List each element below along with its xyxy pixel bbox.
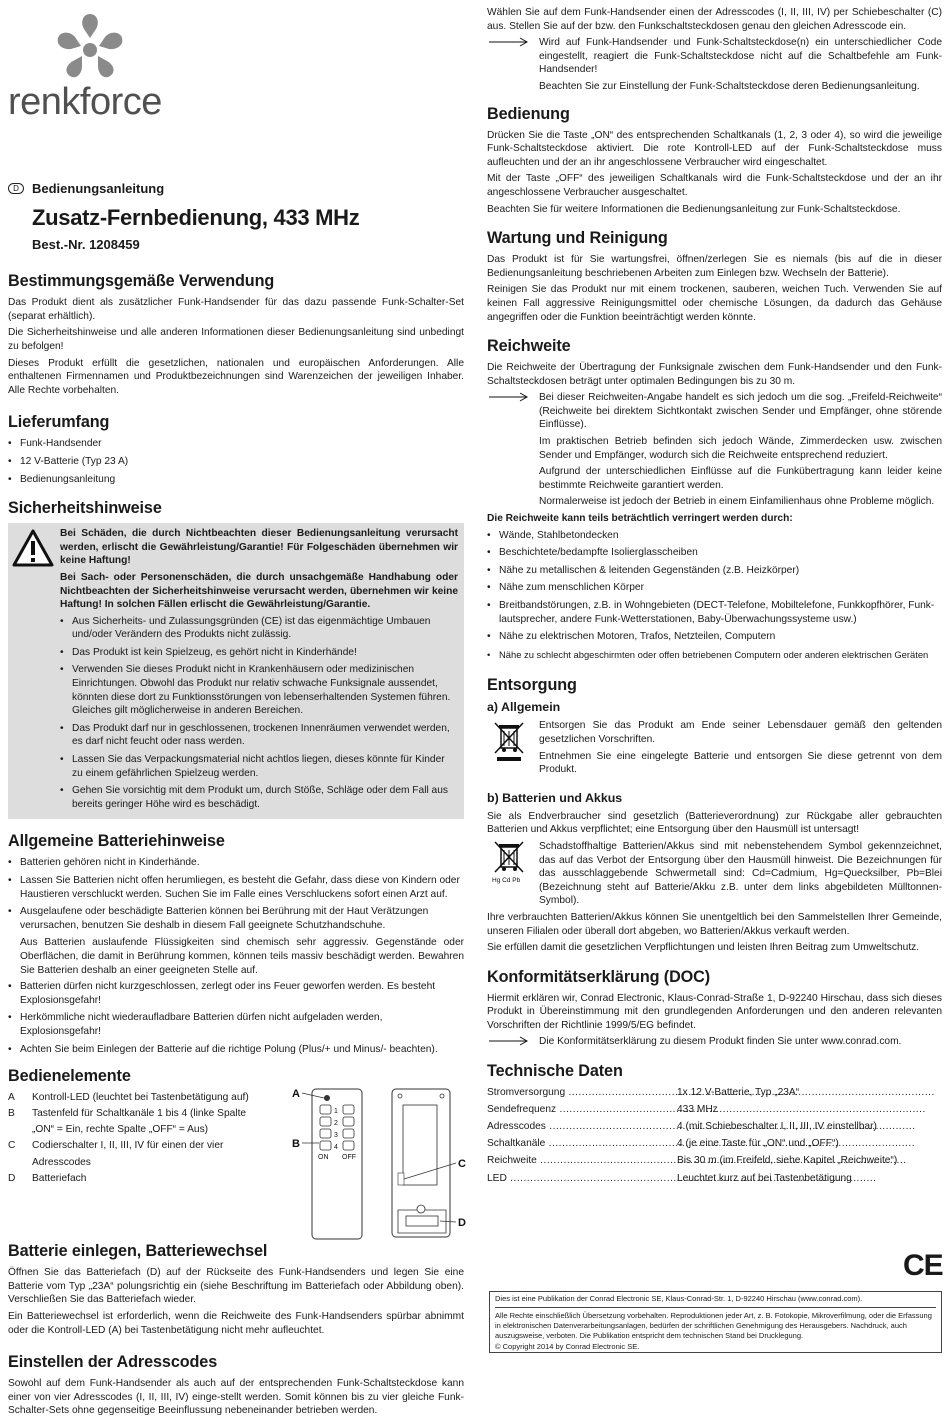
controls-section: [8, 1088, 466, 1241]
callout-d: D: [458, 1217, 466, 1230]
list-item: • Herkömmliche nicht wiederaufladbare Batterien dürfen nicht aufgeladen werden, Explosionsgefahr!: [8, 1011, 464, 1038]
note-block: [487, 36, 942, 93]
list-item: • Aus Sicherheits- und Zulassungsgründen (CE) ist das eigenmächtige Umbauen und/oder Verändern des Produkts nicht zulässig.: [60, 615, 458, 642]
range-note-4: Normalerweise ist jedoch der Betrieb in einem Einfamilienhaus ohne Probleme möglich.: [539, 496, 935, 508]
list-item: • Beschichtete/bedampfte Isolierglasscheiben: [487, 546, 942, 560]
legend-row: D Batteriefach: [8, 1172, 87, 1184]
legend-row: B Tastenfeld für Schaltkanäle 1 bis 4 (linke Spalte: [8, 1108, 247, 1120]
disposal-batteries-heading: b) Batterien und Akkus: [487, 790, 623, 805]
remote-diagram: [290, 1085, 470, 1245]
key-label-2: 2: [334, 1120, 338, 1128]
disposal-batteries-p1: Sie als Endverbraucher sind gesetzlich (Batterieverordnung) zur Rückgabe aller gebrauchten Batterien und Akkus verpflichtet; eine Entsorgung über den Hausmüll ist untersagt!: [487, 810, 942, 836]
maintenance-p1: Das Produkt ist für Sie wartungsfrei, öffnen/zerlegen Sie es niemals (bis auf die in dieser Bedienungsanleitung beschriebenen Arbeiten zum Einlegen bzw. Wechseln der Batterie).: [487, 254, 942, 279]
key-label-3: 3: [334, 1132, 338, 1140]
disposal-general-p1: Entsorgen Sie das Produkt am Ende seiner Lebensdauer gemäß den geltenden gesetzlichen Vorschriften.: [539, 720, 942, 745]
list-item: • Funk-Handsender: [8, 437, 464, 451]
list-item: • Nähe zum menschlichen Körper: [487, 581, 942, 595]
legend-row: A Kontroll-LED (leuchtet bei Tastenbetätigung auf): [8, 1092, 249, 1104]
callout-a: A: [292, 1088, 300, 1101]
intended-use-p3: Dieses Produkt erfüllt die gesetzlichen, nationalen und europäischen Anforderungen. Alle enthaltenen Firmennamen und Produktbezeichnungen sind Warenzeichen der jeweiligen Inhaber. Alle Rechte vorbehalten.: [8, 357, 464, 396]
list-item: • Lassen Sie Batterien nicht offen herumliegen, es besteht die Gefahr, dass diese von Kindern oder Haustieren verschluckt werden. Suchen Sie im Falle eines Verschluckens sofort einen Arzt auf.: [8, 874, 464, 901]
operation-p3: Beachten Sie für weitere Informationen die Bedienungsanleitung zur Funk-Schaltsteckdose.: [487, 203, 901, 215]
battery-insert-p2: Ein Batteriewechsel ist erforderlich, wenn die Reichweite des Funk-Handsenders spürbar abnimmt oder die Kontroll-LED (A) bei Tastenbetätigung nicht mehr aufleuchtet.: [8, 1310, 464, 1336]
list-item: • Bedienungsanleitung: [8, 473, 464, 487]
imprint-box: [489, 1291, 942, 1353]
legend-row: C Codierschalter I, II, III, IV für einen der vier: [8, 1140, 224, 1152]
battery-note: Aus Batterien auslaufende Flüssigkeiten sind chemisch sehr aggressiv. Gegenstände oder Oberflächen, die damit in Berührung kommen, können teils massiv beschädigt werden. Bewahren Sie Batterien deshalb an einer geeigneten Stelle auf.: [20, 937, 464, 976]
address-codes-p1: Sowohl auf dem Funk-Handsender als auch auf der entsprechenden Funk-Schaltsteckdose kann einer von vier Adresscodes (I, II, III, IV) einge-stellt werden. Somit können bis zu vier gleiche Funk-Schalter-Sets ohne gegenseitige Beeinflussung nebeneinander betrieben werden.: [8, 1378, 464, 1417]
order-number: Best.-Nr. 1208459: [32, 236, 140, 252]
brand-name: renkforce: [8, 81, 162, 123]
list-item: • Das Produkt darf nur in geschlossenen, trockenen Innenräumen verwendet werden, es darf nicht feucht oder nass werden.: [60, 722, 458, 749]
disposal-batteries-p2: Schadstoffhaltige Batterien/Akkus sind mit nebenstehendem Symbol gekennzeichnet, das auf das Verbot der Entsorgung über den Hausmüll hinweist. Die Bezeichnungen für das ausschlaggebende Schwermetall sind: Cd=Cadmium, Hg=Quecksilber, Pb=Blei (Bezeichnung steht auf Batterie/Akku z.B. unter dem links abgebildeten Mülltonnen-Symbol).: [539, 840, 942, 907]
heading-conformity: Konformitätserklärung (DOC): [487, 967, 711, 986]
range-list: [487, 529, 942, 662]
battery-list: [8, 856, 464, 932]
arrow-right-icon: [489, 392, 529, 402]
heading-safety: Sicherheitshinweise: [8, 499, 162, 518]
heavy-metal-labels: Hg Cd Pb: [492, 876, 521, 884]
delivery-list: [8, 437, 464, 486]
address-note-1: Wird auf Funk-Handsender und Funk-Schaltsteckdose(n) ein unterschiedlicher Code eingestellt, reagiert die Funk-Schaltsteckdose nicht auf die Schaltbefehle am Funk-Handsender!: [539, 37, 942, 76]
table-row: Sendefrequenz ..... 433 MHz: [487, 1103, 942, 1117]
table-row: Stromversorgung ..... 1x 12 V-Batterie, Typ „23A“: [487, 1086, 942, 1100]
key-label-4: 4: [334, 1144, 338, 1152]
range-p1: Die Reichweite der Übertragung der Funksignale zwischen dem Funk-Handsender und den Funk-Schaltsteckdosen beträgt unter optimalen Bedingungen bis zu 30 m.: [487, 362, 942, 387]
doc-title: Zusatz-Fernbedienung, 433 MHz: [32, 204, 360, 230]
star-logo-icon: [50, 8, 130, 88]
disposal-batteries-block: [487, 840, 942, 908]
conformity-p1: Hiermit erklären wir, Conrad Electronic, Klaus-Conrad-Straße 1, D-92240 Hirschau, dass sich dieses Produkt in Übereinstimmung mit den grundlegenden Anforderungen und den anderen relevanten Vorschriften der Richtlinie 1999/5/EG befindet.: [487, 992, 942, 1031]
safety-list: [60, 615, 458, 812]
note-block: [487, 1035, 942, 1049]
list-item: • Lassen Sie das Verpackungsmaterial nicht achtlos liegen, dieses könnte für Kinder zu einem gefährlichen Spielzeug werden.: [60, 753, 458, 780]
safety-warning-1: Bei Schäden, die durch Nichtbeachten dieser Bedienungsanleitung verursacht werden, erlischt die Gewährleistung/Garantie! Für Folgeschäden übernehmen wir keine Haftung!: [60, 528, 458, 567]
table-row: Schaltkanäle ..... 4 (je eine Taste für „ON“ und „OFF“): [487, 1137, 942, 1151]
list-item: • Wände, Stahlbetondecken: [487, 529, 942, 543]
battery-bin-icon: [491, 840, 527, 884]
list-item: • Nähe zu metallischen & leitenden Gegenständen (z.B. Heizkörper): [487, 564, 942, 578]
off-label: OFF: [342, 1154, 356, 1162]
list-item: • Nähe zu schlecht abgeschirmten oder offen betriebenen Computern oder anderen elektrischen Geräten: [487, 648, 942, 662]
range-subheading: Die Reichweite kann teils beträchtlich verringert werden durch:: [487, 513, 793, 525]
range-note-3: Aufgrund der unterschiedlichen Einflüsse auf die Funkübertragung kann leider keine bestimmte Reichweite garantiert werden.: [539, 466, 942, 491]
table-row: LED ..... Leuchtet kurz auf bei Tastenbetätigung: [487, 1172, 942, 1186]
heading-controls: Bedienelemente: [8, 1067, 131, 1086]
heading-battery-insert: Batterie einlegen, Batteriewechsel: [8, 1242, 268, 1261]
imprint-copyright: © Copyright 2014 by Conrad Electronic SE.: [495, 1342, 640, 1351]
callout-b: B: [292, 1138, 300, 1151]
disposal-batteries-p4: Sie erfüllen damit die gesetzlichen Verpflichtungen und leisten Ihren Beitrag zum Umweltschutz.: [487, 942, 920, 954]
address-codes-p2: Wählen Sie auf dem Funk-Handsender einen der Adresscodes (I, II, III, IV) per Schiebeschalter (C) aus. Stellen Sie auf der bzw. den Funkschaltsteckdosen genau den gleichen Adresscode ein.: [487, 7, 942, 32]
disposal-general-block: [487, 719, 942, 776]
range-note-1: Bei dieser Reichweiten-Angabe handelt es sich jedoch um die sog. „Freifeld-Reichweite“ (Reichweite bei direktem Sichtkontakt zwischen Sender und Empfänger, ohne störende Einflüsse).: [539, 392, 942, 431]
heading-battery-notes: Allgemeine Batteriehinweise: [8, 832, 225, 851]
right-column: [487, 6, 942, 1189]
table-row: Reichweite ..... Bis 30 m (im Freifeld, siehe Kapitel „Reichweite“): [487, 1154, 942, 1168]
warning-icon: [12, 529, 54, 567]
on-label: ON: [318, 1154, 329, 1162]
note-block: [487, 391, 942, 509]
list-item: • Achten Sie beim Einlegen der Batterie auf die richtige Polung (Plus/+ und Minus/- beachten).: [8, 1043, 464, 1057]
disposal-batteries-p3: Ihre verbrauchten Batterien/Akkus können Sie unentgeltlich bei den Sammelstellen Ihrer Gemeinde, unseren Filialen oder überall dort abgeben, wo Batterien/Akkus verkauft werden.: [487, 911, 942, 937]
legend-row: „ON“ = Ein, rechte Spalte „OFF“ = Aus): [32, 1124, 209, 1136]
key-label-1: 1: [334, 1108, 338, 1116]
heading-tech-data: Technische Daten: [487, 1062, 623, 1081]
heading-operation: Bedienung: [487, 104, 570, 123]
controls-legend: [8, 1091, 258, 1185]
maintenance-p2: Reinigen Sie das Produkt nur mit einem trockenen, sauberen, weichen Tuch. Verwenden Sie auf keinen Fall aggressive Reinigungsmittel oder chemische Lösungen, da dadurch das Gehäuse angegriffen oder die Funktion beeinträchtigt werden könnte.: [487, 284, 942, 323]
legend-row: Adresscodes: [32, 1156, 91, 1168]
intended-use-p1: Das Produkt dient als zusätzlicher Funk-Handsender für das dazu passende Funk-Schalter-Set (separat erhältlich).: [8, 297, 464, 322]
safety-box: [8, 523, 464, 819]
disposal-general-p2: Entnehmen Sie eine eingelegte Batterie und entsorgen Sie diese getrennt von dem Produkt.: [539, 750, 942, 776]
address-note-2: Beachten Sie zur Einstellung der Funk-Schaltsteckdose deren Bedienungsanleitung.: [539, 80, 920, 92]
heading-range: Reichweite: [487, 337, 571, 356]
list-item: • Ausgelaufene oder beschädigte Batterien können bei Berührung mit der Haut Verätzungen verursachen, benutzen Sie deshalb in diesem Fall geeignete Schutzhandschuhe.: [8, 905, 464, 932]
left-column: [8, 0, 464, 1421]
list-item: • 12 V-Batterie (Typ 23 A): [8, 455, 464, 469]
imprint-line-2: Alle Rechte einschließlich Übersetzung vorbehalten. Reproduktionen jeder Art, z. B. Fotokopie, Mikroverfilmung, oder die Erfassung in elektronischen Datenverarbeitungsanlagen, bedürfen der schriftlichen Genehmigung des Herausgebers. Nachdruck, auch auszugsweise, verboten. Die Publikation entspricht dem technischen Stand bei Drucklegung.: [495, 1311, 932, 1340]
intended-use-p2: Die Sicherheitshinweise und alle anderen Informationen dieser Bedienungsanleitung sind unbedingt zu befolgen!: [8, 327, 464, 352]
imprint-line-1: Dies ist eine Publikation der Conrad Electronic SE, Klaus-Conrad-Str. 1, D-92240 Hirschau (www.conrad.com).: [495, 1294, 863, 1303]
conformity-note: Die Konformitätserklärung zu diesem Produkt finden Sie unter www.conrad.com.: [539, 1036, 902, 1048]
callout-c: C: [458, 1158, 466, 1171]
operation-p2: Mit der Taste „OFF“ des jeweiligen Schaltkanals wird die Funk-Schaltsteckdose und der an ihr angeschlossene Verbraucher ausgeschaltet.: [487, 173, 942, 198]
arrow-right-icon: [489, 1036, 529, 1046]
heading-delivery: Lieferumfang: [8, 413, 110, 432]
list-item: • Nähe zu elektrischen Motoren, Trafos, Netzteilen, Computern: [487, 630, 942, 644]
battery-list-2: [8, 980, 464, 1056]
list-item: • Batterien gehören nicht in Kinderhände.: [8, 856, 464, 870]
list-item: • Batterien dürfen nicht kurzgeschlossen, zerlegt oder ins Feuer geworfen werden. Es besteht Explosionsgefahr!: [8, 980, 464, 1007]
heading-address-codes: Einstellen der Adresscodes: [8, 1353, 218, 1372]
list-item: • Gehen Sie vorsichtig mit dem Produkt um, durch Stöße, Schläge oder dem Fall aus bereits geringer Höhe wird es beschädigt.: [60, 784, 458, 811]
battery-insert-p1: Öffnen Sie das Batteriefach (D) auf der Rückseite des Funk-Handsenders und legen Sie eine Batterie vom Typ „23A“ polungsrichtig ein (siehe Beschriftung im Batteriefach oder Abbildung oben). Verschließen Sie das Batteriefach wieder.: [8, 1267, 464, 1306]
heading-maintenance: Wartung und Reinigung: [487, 229, 668, 248]
list-item: • Verwenden Sie dieses Produkt nicht in Krankenhäusern oder medizinischen Einrichtungen. Obwohl das Produkt nur relativ schwache Funksignale aussendet, könnten diese dort zu Funktionsstörungen von lebenserhaltenden Systemen führen. Gleiches gilt möglicherweise in anderen Bereichen.: [60, 663, 458, 717]
range-note-2: Im praktischen Betrieb befinden sich jedoch Wände, Zimmerdecken usw. zwischen Sender und Empfänger, wodurch sich die Reichweite entsprechend reduziert.: [539, 436, 942, 461]
table-row: Adresscodes ..... 4 (mit Schiebeschalter I, II, III, IV einstellbar): [487, 1120, 942, 1134]
disposal-general-heading: a) Allgemein: [487, 700, 561, 715]
arrow-right-icon: [489, 37, 529, 47]
heading-disposal: Entsorgung: [487, 676, 577, 695]
brand-logo: [8, 0, 464, 125]
list-item: • Breitbandstörungen, z.B. in Wohngebieten (DECT-Telefone, Mobiltelefone, Funkkopfhörer, Funk-lautsprecher, andere Funk-Wetterstationen, Baby-Überwachungssysteme usw.): [487, 599, 942, 626]
operation-p1: Drücken Sie die Taste „ON“ des entsprechenden Schaltkanals (1, 2, 3 oder 4), so wird die jeweilige Funk-Schaltsteckdose aktiviert. Die rote Kontroll-LED auf der Funk-Schaltsteckdose muss aufleuchten und der an ihr angeschlossene Verbraucher wird eingeschaltet.: [487, 129, 942, 168]
safety-warning-2: Bei Sach- oder Personenschäden, die durch unsachgemäße Handhabung oder Nichtbeachten der Sicherheitshinweise verursacht werden, übernehmen wir keine Haftung! In solchen Fällen erlischt die Gewährleistung/Garantie.: [60, 571, 458, 611]
list-item: • Das Produkt ist kein Spielzeug, es gehört nicht in Kinderhände!: [60, 646, 458, 660]
ce-mark: CE: [903, 1249, 943, 1282]
doc-type: Bedienungsanleitung: [32, 181, 165, 196]
language-badge: D: [8, 183, 24, 194]
heading-intended-use: Bestimmungsgemäße Verwendung: [8, 272, 275, 291]
crossed-bin-icon: [491, 719, 527, 763]
tech-table: [487, 1086, 942, 1185]
